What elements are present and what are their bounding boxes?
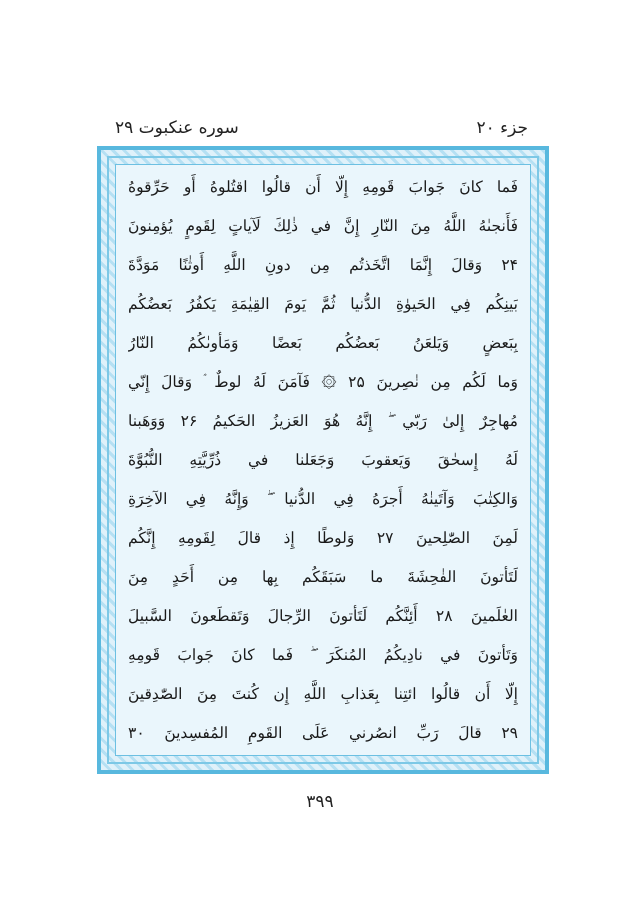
verse-line: مُهاجِرٌ إِلىٰ رَبّي ۖ إِنَّهُ هُوَ العَزيزُ الحَكيمُ ۲۶ وَوَهَبنا <box>128 412 518 430</box>
verse-line: لَمِنَ الصّٰلِحينَ ۲۷ وَلوطًا إِذ قالَ لِقَومِهِ إِنَّكُم <box>128 529 518 547</box>
verse-line: بَينِكُم فِي الحَيوٰةِ الدُّنيا ثُمَّ يَومَ القِيٰمَةِ يَكفُرُ بَعضُكُم <box>128 295 518 313</box>
page-number: ۳۹۹ <box>306 792 334 812</box>
verse-line: ۲۹ قالَ رَبِّ انصُرني عَلَى القَومِ المُفسِدينَ ۳۰ <box>128 724 518 742</box>
page-header <box>0 114 640 144</box>
verse-line: بِبَعضٍ وَيَلعَنُ بَعضُكُم بَعضًا وَمَأوىٰكُمُ النّارُ <box>128 334 518 352</box>
verse-line: فَما كانَ جَوابَ قَومِهِ إِلّا أَن قالُوا اقتُلوهُ أَو حَرِّقوهُ <box>128 178 518 196</box>
verse-line: إِلّا أَن قالُوا ائتِنا بِعَذابِ اللَّهِ إِن كُنتَ مِنَ الصّٰدِقينَ <box>128 685 518 703</box>
verse-line: العٰلَمينَ ۲۸ أَئِنَّكُم لَتَأتونَ الرِّجالَ وَتَقطَعونَ السَّبيلَ <box>128 607 518 625</box>
verse-line: ۲۴ وَقالَ إِنَّمَا اتَّخَذتُم مِن دونِ اللَّهِ أَوثٰنًا مَوَدَّةَ <box>128 256 518 274</box>
surah-title: سوره عنکبوت ۲۹ <box>115 118 239 138</box>
verse-lines <box>128 173 518 747</box>
juz-label: جزء ۲۰ <box>476 118 528 138</box>
verse-line: لَهُ إِسحٰقَ وَيَعقوبَ وَجَعَلنا في ذُرِّيَّتِهِ النُّبُوَّةَ <box>128 451 518 469</box>
verse-line: وَتَأتونَ في نادِيكُمُ المُنكَرَ ۖ فَما كانَ جَوابَ قَومِهِ <box>128 646 518 664</box>
verse-line: فَأَنجىٰهُ اللَّهُ مِنَ النّارِ إِنَّ في ذٰلِكَ لَآياتٍ لِقَومٍ يُؤمِنونَ <box>128 217 518 235</box>
verse-line: وَما لَكُم مِن نٰصِرينَ ۲۵ ۞ فَآمَنَ لَهُ لوطٌ ۘ وَقالَ إِنّي <box>128 373 518 391</box>
verse-line: لَتَأتونَ الفٰحِشَةَ ما سَبَقَكُم بِها مِن أَحَدٍ مِنَ <box>128 568 518 586</box>
text-panel <box>115 164 531 756</box>
decorative-frame <box>97 146 549 774</box>
verse-line: وَالكِتٰبَ وَآتَينٰهُ أَجرَهُ فِي الدُّنيا ۖ وَإِنَّهُ فِي الآخِرَةِ <box>128 490 518 508</box>
